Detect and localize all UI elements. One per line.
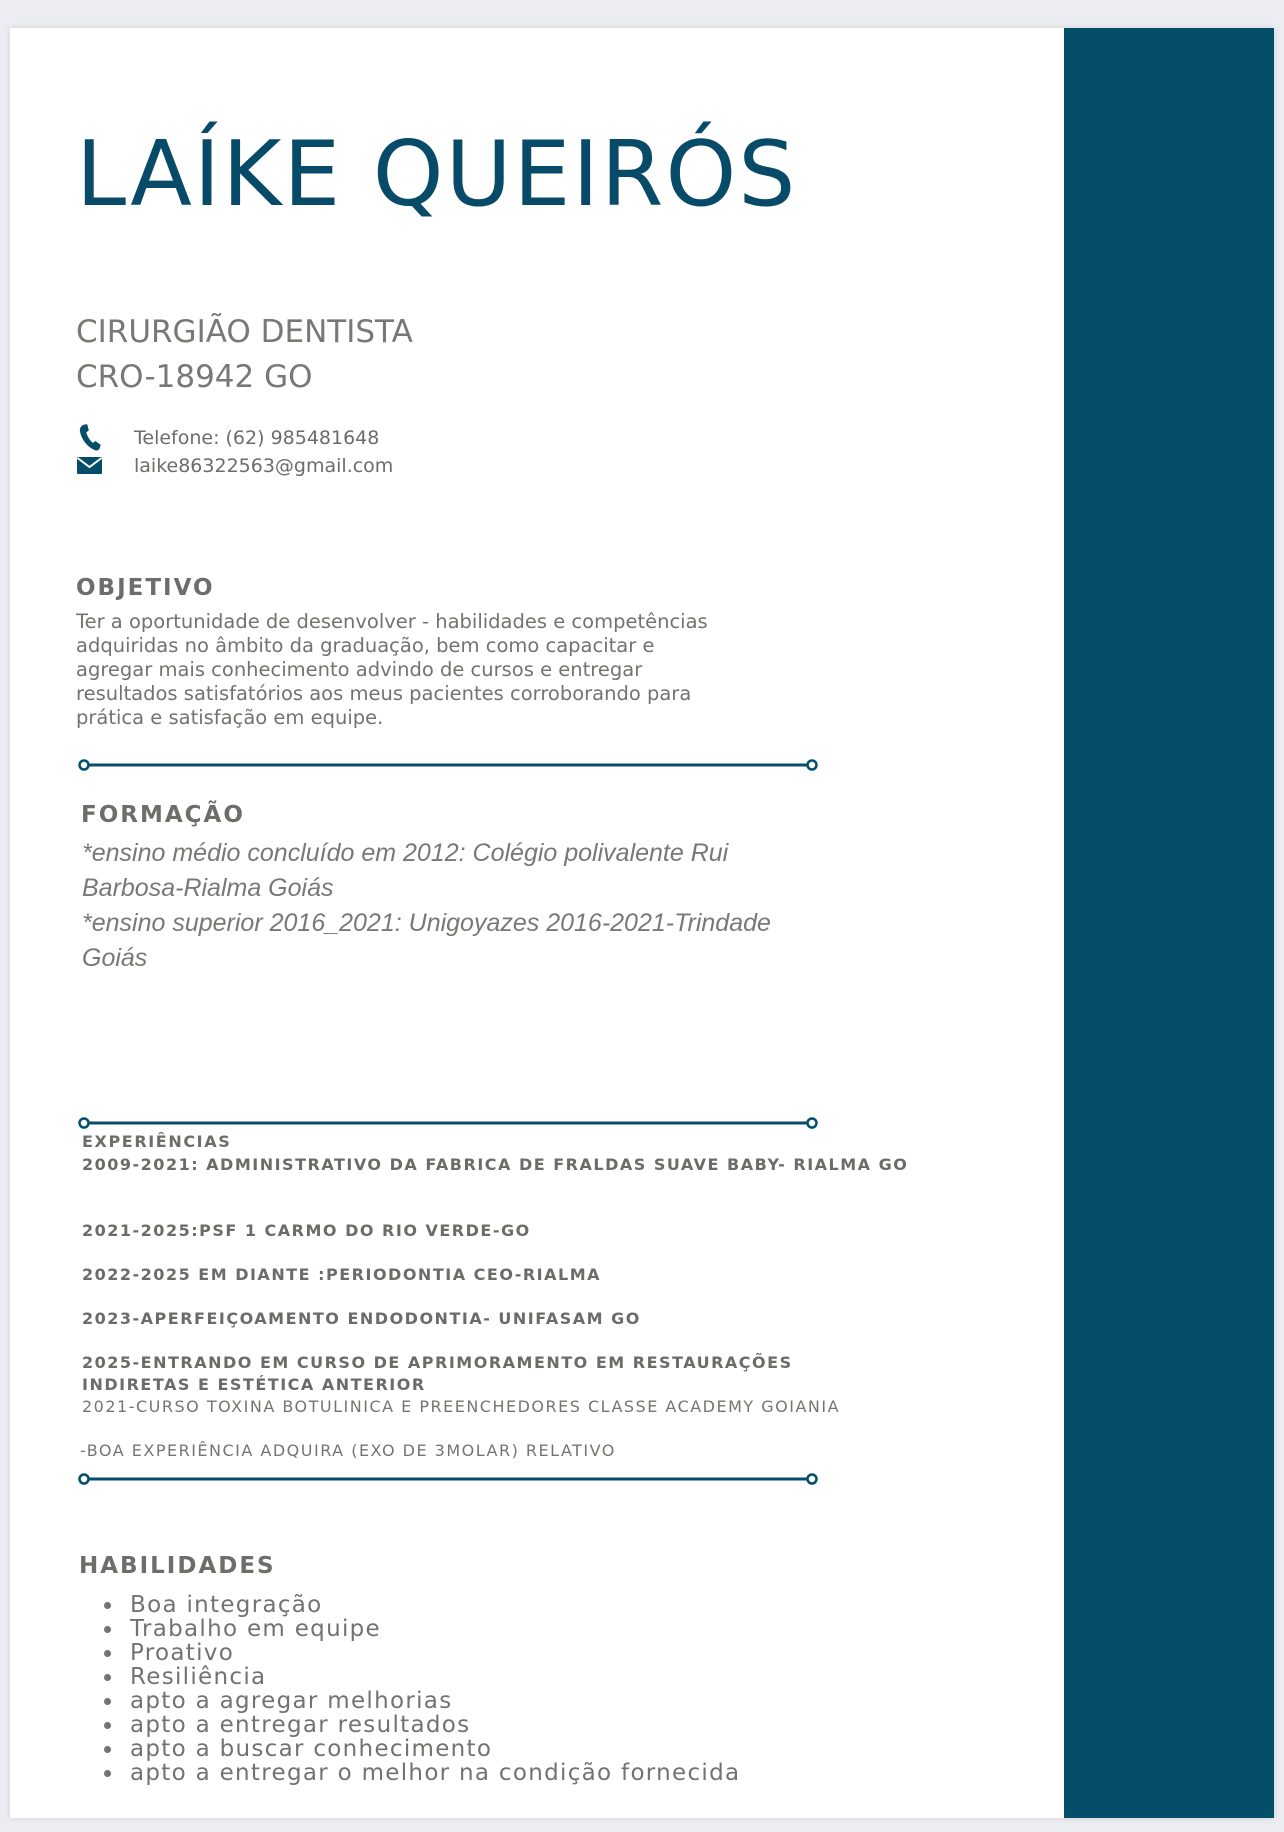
- experiencia-item: 2022-2025 EM DIANTE :PERIODONTIA CEO-RIALMA: [82, 1265, 602, 1284]
- experiencia-item: 2021-CURSO TOXINA BOTULINICA E PREENCHEDORES CLASSE ACADEMY GOIANIA: [82, 1397, 841, 1416]
- phone-number[interactable]: Telefone: (62) 985481648: [134, 427, 380, 449]
- bullet-icon: [104, 1626, 111, 1633]
- habilidades-heading: HABILIDADES: [79, 1553, 276, 1579]
- section-divider: [78, 1472, 818, 1486]
- formacao-list: [82, 836, 782, 976]
- habilidades-list: [104, 1593, 740, 1785]
- formacao-item: *ensino superior 2016_2021: Unigoyazes 2016-2021-Trindade Goiás: [82, 909, 771, 972]
- habilidade-item: apto a buscar conhecimento: [104, 1737, 740, 1761]
- registration-number: CRO-18942 GO: [76, 359, 313, 395]
- habilidade-item: apto a entregar resultados: [104, 1713, 740, 1737]
- experiencia-item: 2021-2025:PSF 1 CARMO DO RIO VERDE-GO: [82, 1221, 531, 1240]
- formacao-item: *ensino médio concluído em 2012: Colégio polivalente Rui Barbosa-Rialma Goiás: [82, 839, 729, 902]
- candidate-name: LAÍKE QUEIRÓS: [76, 122, 798, 227]
- resume-page: [10, 28, 1274, 1818]
- objetivo-text: Ter a oportunidade de desenvolver - habilidades e competências adquiridas no âmbito da graduação, bem como capacitar e agregar mais conhecimento advindo de cursos e entregar resultados satisfatórios aos meus pacientes corroborando para prática e satisfação em equipe.: [76, 610, 708, 729]
- contact-email-row: [76, 451, 394, 479]
- bullet-icon: [104, 1722, 111, 1729]
- habilidade-item: Trabalho em equipe: [104, 1617, 740, 1641]
- section-divider: [78, 758, 818, 772]
- bullet-icon: [104, 1746, 111, 1753]
- experiencia-item: 2025-ENTRANDO EM CURSO DE APRIMORAMENTO EM RESTAURAÇÕES INDIRETAS E ESTÉTICA ANTERIOR: [82, 1353, 793, 1394]
- sidebar-accent-panel: [1064, 28, 1274, 1818]
- section-divider: [78, 1116, 818, 1130]
- bullet-icon: [104, 1602, 111, 1609]
- envelope-icon: [76, 451, 104, 479]
- profession-title: CIRURGIÃO DENTISTA: [76, 314, 413, 350]
- experiencia-item: 2023-APERFEIÇOAMENTO ENDODONTIA- UNIFASAM GO: [82, 1309, 641, 1328]
- contact-phone-row: [76, 423, 380, 451]
- email-address[interactable]: laike86322563@gmail.com: [134, 455, 394, 477]
- experiencia-item: -BOA EXPERIÊNCIA ADQUIRA (EXO DE 3MOLAR) RELATIVO: [80, 1441, 616, 1460]
- habilidade-item: apto a entregar o melhor na condição fornecida: [104, 1761, 740, 1785]
- bullet-icon: [104, 1674, 111, 1681]
- bullet-icon: [104, 1650, 111, 1657]
- phone-icon: [76, 423, 104, 451]
- bullet-icon: [104, 1698, 111, 1705]
- formacao-heading: FORMAÇÃO: [81, 802, 245, 828]
- habilidade-item: Resiliência: [104, 1665, 740, 1689]
- habilidade-item: Boa integração: [104, 1593, 740, 1617]
- bullet-icon: [104, 1770, 111, 1777]
- experiencia-item: 2009-2021: ADMINISTRATIVO DA FABRICA DE FRALDAS SUAVE BABY- RIALMA GO: [82, 1155, 909, 1174]
- objetivo-heading: OBJETIVO: [76, 575, 215, 601]
- habilidade-item: apto a agregar melhorias: [104, 1689, 740, 1713]
- habilidade-item: Proativo: [104, 1641, 740, 1665]
- experiencias-heading: EXPERIÊNCIAS: [82, 1132, 232, 1151]
